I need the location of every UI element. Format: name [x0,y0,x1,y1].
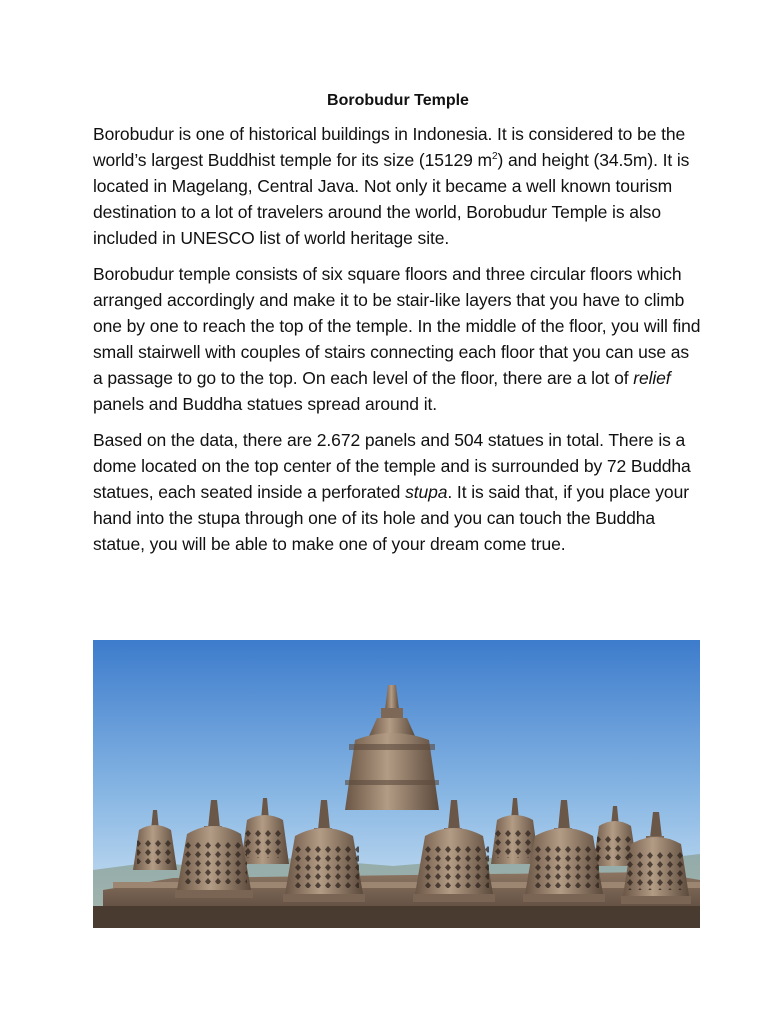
document-title: Borobudur Temple [327,92,469,109]
paragraph-structure-text: Borobudur temple consists of six square floors and three circular floors which arranged accordingly and make it to be stair-like layers that you have to climb one by one to reach the top of the temple. In the middle of the floor, you will find small stairwell with couples of stairs connecting each floor that you can use as a passage to go to the top. On each level of the floor, there are a lot of [93,264,701,388]
paragraph-intro-text: Borobudur is one of historical buildings in Indonesia. It is considered to be the world’s largest Buddhist temple for its size (15129 m [93,124,686,170]
paragraph-structure-text-end: panels and Buddha statues spread around it. [93,394,438,414]
borobudur-illustration [93,640,700,928]
superscript-squared: 2 [492,151,498,163]
paragraph-structure [93,261,703,417]
paragraph-statues [93,427,703,557]
paragraph-statues-text-end: . It is said that, if you place your hand into the stupa through one of its hole and you can touch the Buddha statue, you will be able to make one of your dream come true. [93,482,689,554]
paragraph-intro-text-end: ) and height (34.5m). It is located in Magelang, Central Java. Not only it became a well known tourism destination to a lot of travelers around the world, Borobudur Temple is also included in UNESCO list of world heritage site. [93,150,690,248]
stone-floor [93,906,700,928]
document-page [93,90,703,567]
italic-stupa: stupa [405,482,448,502]
paragraph-intro [93,121,703,251]
borobudur-photo [93,640,700,928]
italic-relief: relief [633,368,671,388]
paragraph-statues-text: Based on the data, there are 2.672 panels and 504 statues in total. There is a dome located on the top center of the temple and is surrounded by 72 Buddha statues, each seated inside a perforated [93,430,691,502]
